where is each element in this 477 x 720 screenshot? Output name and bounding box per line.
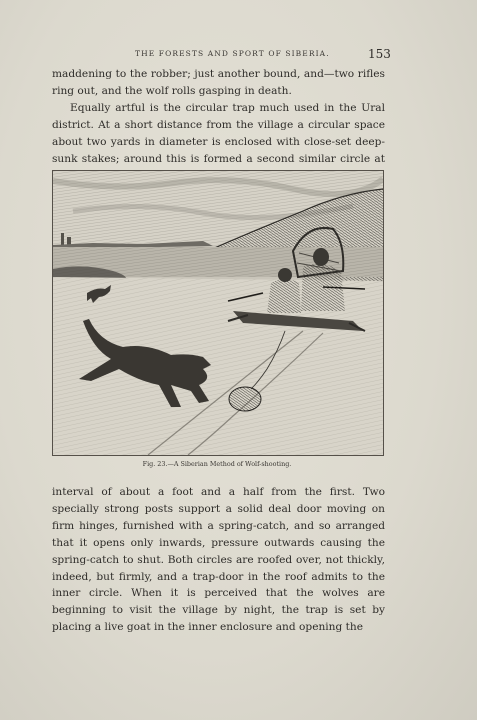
body-text-top [52,66,385,184]
hunter-head [313,248,329,266]
running-head: THE FORESTS AND SPORT OF SIBERIA. [135,49,330,58]
paragraph: interval of about a foot and a half from the first. Two specially strong posts support a solid deal door moving on firm hinges, furnished with a spring-catch, and so arranged that it opens only inwards, pressure outwards causing the spring-catch to shut. Both circles are roofed over, not thickly, indeed, but firmly, and a trap-door in the roof admits to the inner circle. When it is perceived that the wolves are beginning to visit the village by night, the trap is set by placing a live goat in the inner enclosure and opening the [52,486,385,634]
bait-bundle [229,387,261,411]
paragraph: Equally artful is the circular trap much used in the Ural district. At a short distance from the village a circular space about two yards in diameter is enclosed with close-set deep-sunk stakes; around this is formed a second similar circle at [52,101,385,165]
page-number: 153 [368,47,391,61]
figure-caption: Fig. 23.—A Siberian Method of Wolf-shooting. [142,460,292,468]
engraving [53,171,383,455]
church-tower [61,233,64,245]
hunter [267,279,301,313]
wolf-hunting-illustration [52,170,384,456]
paragraph: maddening to the robber; just another bound, and—two rifles ring out, and the wolf rolls gasping in death. [52,68,385,97]
body-text-bottom [52,484,385,636]
